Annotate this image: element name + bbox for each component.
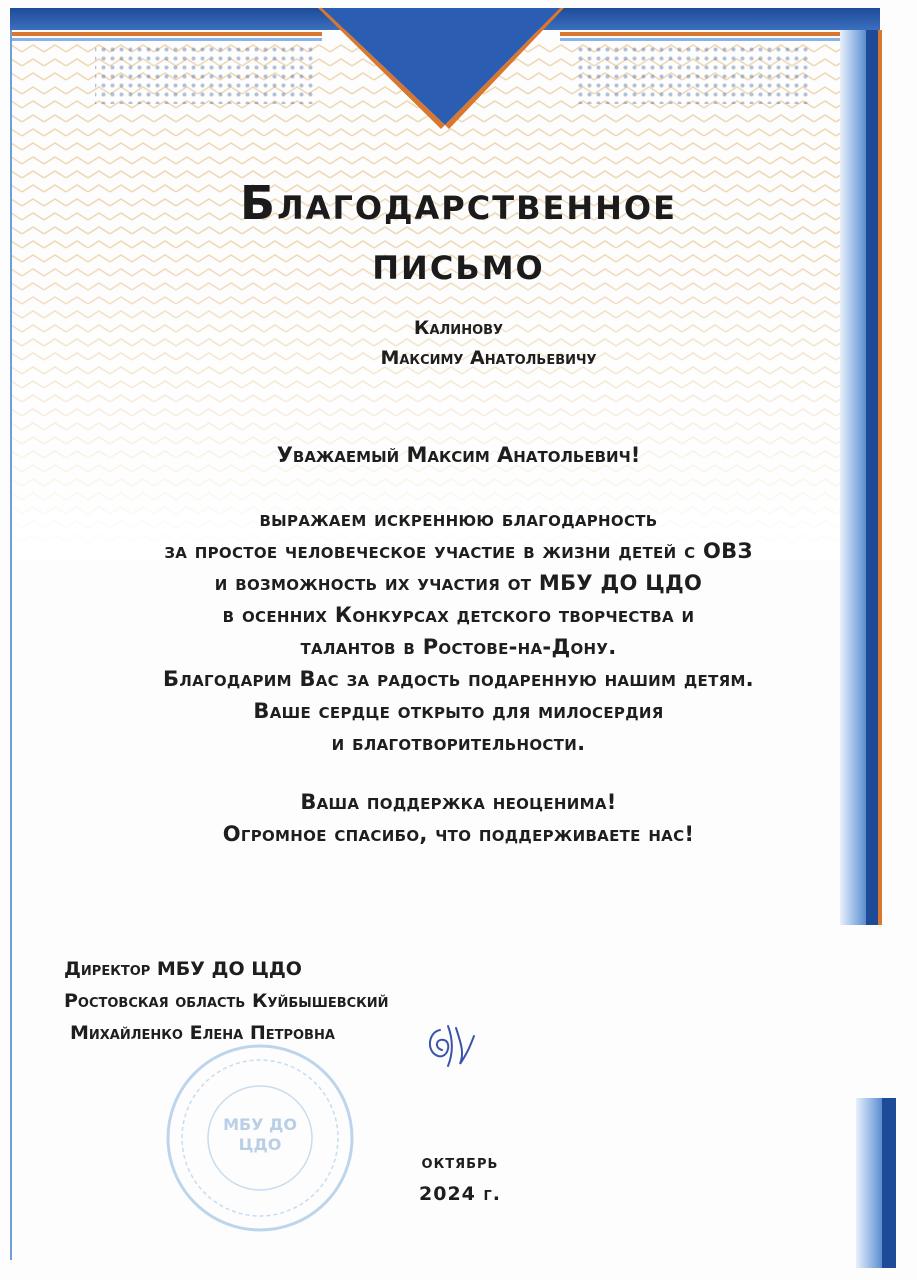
greeting: Уважаемый Максим Анатольевич! xyxy=(276,443,641,467)
closing-line: Огромное спасибо, что поддерживаете нас! xyxy=(222,822,695,846)
handwritten-signature xyxy=(418,1012,488,1072)
body-line: и возможность их участия от МБУ ДО ЦДО xyxy=(214,571,703,595)
body-line: Благодарим Вас за радость подаренную нашим детям. xyxy=(163,667,754,691)
body-line: Ваше сердце открыто для милосердия xyxy=(253,699,664,723)
seal-text-line-2: ЦДО xyxy=(238,1135,282,1154)
seal-text-line-1: МБУ ДО xyxy=(223,1115,297,1134)
body-line: выражаем искреннюю благодарность xyxy=(259,507,658,531)
document-title-line-1: Благодарственное xyxy=(240,176,677,230)
body-line: талантов в Ростове-на-Дону. xyxy=(300,635,617,659)
official-seal xyxy=(160,1038,360,1238)
date-year: 2024 г. xyxy=(419,1183,501,1205)
recipient-surname: Калинову xyxy=(413,317,504,339)
recipient-name: Максиму Анатольевичу xyxy=(380,347,597,369)
body-line: в осенних Конкурсах детского творчества и xyxy=(222,603,695,627)
body-line: и благотворительности. xyxy=(331,731,586,755)
closing-line: Ваша поддержка неоценима! xyxy=(300,790,617,814)
date-month: октябрь xyxy=(421,1151,499,1173)
signatory-region: Ростовская область Куйбышевский xyxy=(64,990,389,1012)
signatory-name: Михайленко Елена Петровна xyxy=(70,1022,335,1044)
body-line: за простое человеческое участие в жизни детей с ОВЗ xyxy=(164,539,753,563)
signatory-position: Директор МБУ ДО ЦДО xyxy=(64,958,302,980)
document-title-line-2: письмо xyxy=(372,236,545,290)
